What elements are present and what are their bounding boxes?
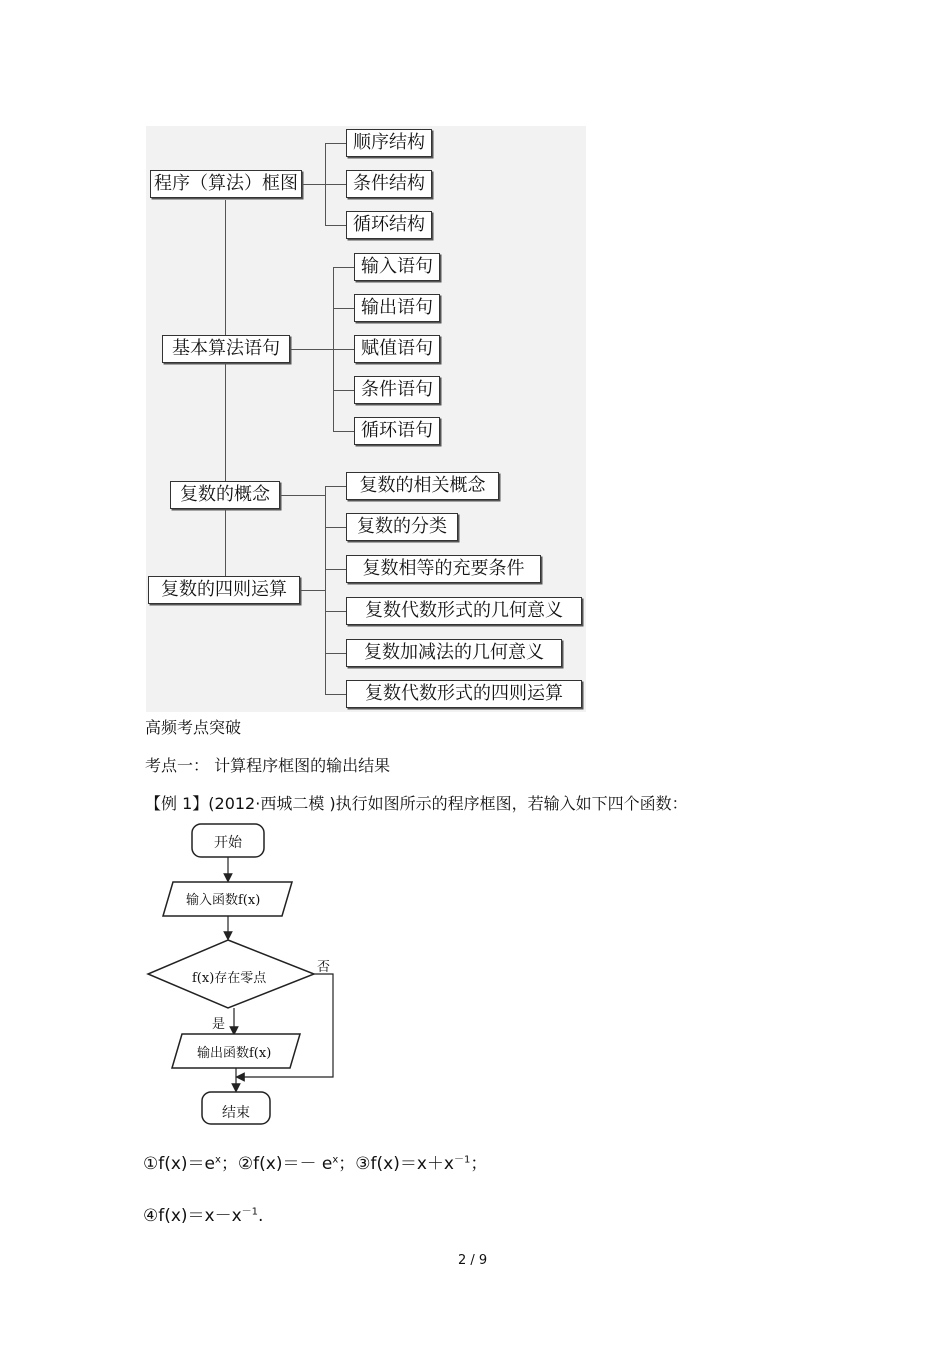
function-2: ；②f(x)＝－ e — [220, 1154, 333, 1174]
exponent: －1 — [453, 1154, 471, 1166]
tree-leaf: 复数代数形式的几何意义 — [346, 597, 582, 625]
tree-connector — [301, 590, 325, 591]
tree-connector — [325, 569, 346, 570]
tree-leaf: 复数的分类 — [346, 513, 458, 541]
tree-connector — [281, 495, 325, 496]
tree-connector — [333, 308, 354, 309]
exponent: x — [215, 1154, 221, 1166]
tree-connector — [325, 611, 346, 612]
tree-connector — [303, 184, 325, 185]
function-1: ①f(x)＝e — [143, 1154, 216, 1174]
tree-connector — [333, 267, 354, 268]
flowchart-no-label: 否 — [317, 960, 331, 975]
punctuation: ； — [470, 1154, 488, 1174]
tree-connector — [333, 349, 354, 350]
tree-leaf: 条件结构 — [346, 170, 432, 198]
tree-leaf: 复数代数形式的四则运算 — [346, 680, 582, 708]
tree-leaf: 复数相等的充要条件 — [346, 555, 541, 583]
tree-leaf: 条件语句 — [354, 376, 440, 404]
tree-leaf: 输出语句 — [354, 294, 440, 322]
functions-line-2 — [143, 1208, 263, 1225]
tree-leaf: 顺序结构 — [346, 129, 432, 157]
function-4: ④f(x)＝x－x — [143, 1206, 242, 1226]
tree-connector — [325, 694, 346, 695]
tree-leaf: 复数的相关概念 — [346, 472, 499, 500]
flowchart-input-label: 输入函数f(x) — [186, 893, 261, 908]
tree-spine — [225, 508, 226, 576]
tree-leaf: 赋值语句 — [354, 335, 440, 363]
tree-root-complex-concept: 复数的概念 — [170, 481, 280, 509]
tree-connector — [325, 653, 346, 654]
section-title: 高频考点突破 — [145, 718, 242, 737]
tree-root-basic-statements: 基本算法语句 — [162, 335, 290, 363]
punctuation: . — [258, 1206, 264, 1226]
flowchart-end-label: 结束 — [222, 1105, 250, 1121]
exam-point-heading: 考点一： 计算程序框图的输出结果 — [145, 756, 391, 775]
flowchart-yes-label: 是 — [212, 1017, 226, 1032]
tree-root-flowchart: 程序（算法）框图 — [150, 170, 302, 198]
tree-root-complex-operations: 复数的四则运算 — [148, 576, 300, 604]
flowchart-output-label: 输出函数f(x) — [197, 1046, 272, 1061]
page-number: 2 / 9 — [458, 1253, 488, 1268]
tree-spine — [225, 200, 226, 340]
tree-spine — [225, 362, 226, 482]
tree-connector — [325, 486, 346, 487]
tree-leaf: 复数加减法的几何意义 — [346, 639, 562, 667]
tree-leaf: 循环结构 — [346, 211, 432, 239]
tree-connector — [333, 390, 354, 391]
tree-connector — [333, 431, 354, 432]
tree-leaf: 输入语句 — [354, 253, 440, 281]
tree-connector — [325, 225, 346, 226]
tree-connector — [325, 486, 326, 694]
exponent: －1 — [241, 1206, 259, 1218]
tree-connector — [325, 143, 346, 144]
tree-connector — [325, 527, 346, 528]
tree-connector — [291, 349, 333, 350]
flowchart-start-label: 开始 — [214, 835, 242, 851]
tree-connector — [325, 184, 346, 185]
example-statement: 【例 1】(2012·西城二模 )执行如图所示的程序框图，若输入如下四个函数： — [145, 794, 688, 813]
flowchart-decision-label: f(x)存在零点 — [192, 971, 267, 986]
tree-leaf: 循环语句 — [354, 417, 440, 445]
exponent: x — [332, 1154, 339, 1166]
functions-line-1 — [143, 1156, 487, 1173]
function-3: ；③f(x)＝x＋x — [338, 1154, 454, 1174]
